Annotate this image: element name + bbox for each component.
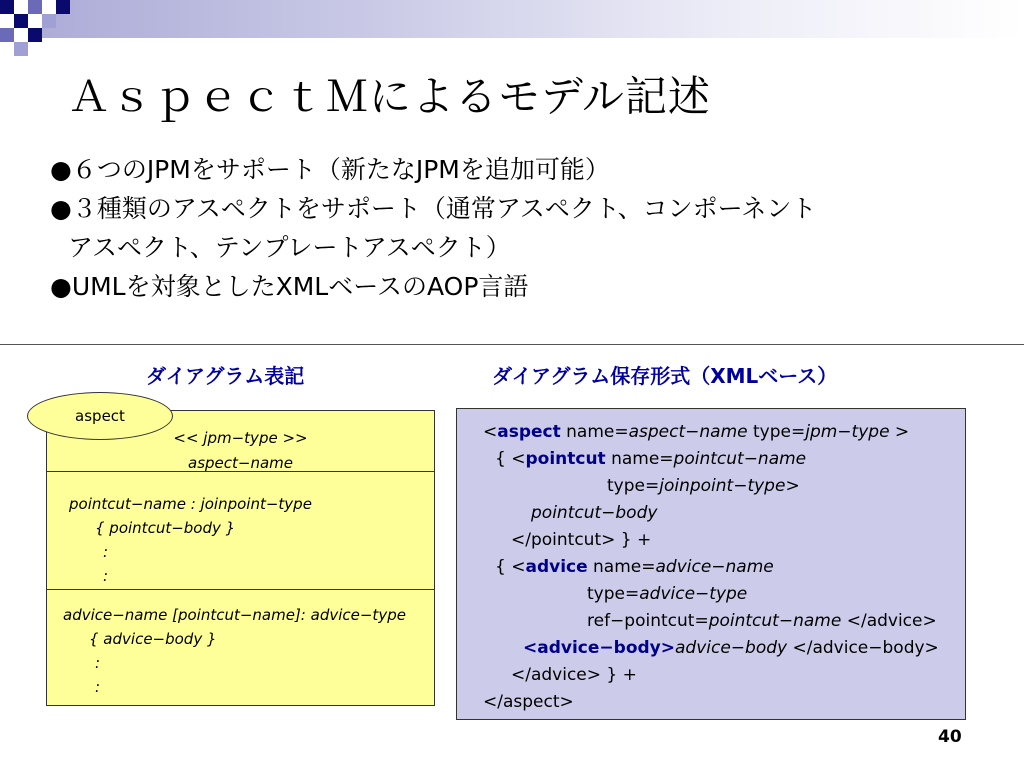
decorative-square [14,28,28,42]
decorative-square [14,14,28,28]
xml-line: <advice−body>advice−body </advice−body> [523,638,939,658]
decorative-square [56,0,70,14]
decorative-square [0,0,14,14]
pointcut-body: { pointcut−body } [95,519,236,537]
decorative-square [0,14,14,28]
xml-line: type=advice−type [587,584,748,604]
aspect-ellipse-label [27,392,173,440]
pointcut-section [47,471,434,472]
aspect-ellipse-text: aspect [75,407,125,425]
bullet-list [50,150,816,306]
advice-body: { advice−body } [89,630,217,648]
decorative-square [14,0,28,14]
ellipsis: : [103,543,109,561]
bullet-item: ●６つのJPMをサポート（新たなJPMを追加可能） [50,155,610,184]
slide-title: ＡｓｐｅｃｔＭによるモデル記述 [68,72,711,121]
pointcut-signature: pointcut−name : joinpoint−type [69,495,312,513]
xml-line: { <advice name=advice−name [495,557,774,577]
ellipsis: : [95,678,101,696]
xml-line: type=joinpoint−type> [607,476,800,496]
page-number: 40 [938,727,962,747]
decorative-square [28,28,42,42]
stereotype-label: << jpm−type >> [173,429,308,447]
ellipsis: : [103,567,109,585]
aspect-name-label: aspect−name [188,454,293,472]
ellipsis: : [95,654,101,672]
header-gradient-bar [0,0,1024,38]
decorative-square [42,0,56,14]
xml-format-box [456,408,966,720]
xml-line: </advice> } + [511,665,637,685]
bullet-item: ●UMLを対象としたXMLベースのAOP言語 [50,272,529,301]
xml-line: pointcut−body [531,503,658,523]
xml-line: </pointcut> } + [511,530,652,550]
decorative-square [42,14,56,28]
bullet-item-continuation: アスペクト、テンプレートアスペクト） [68,233,511,262]
xml-line: ref−pointcut=pointcut−name </advice> [587,611,937,631]
diagram-notation-heading: ダイアグラム表記 [146,364,305,388]
storage-format-heading: ダイアグラム保存形式（XMLベース） [492,364,838,388]
aspect-diagram-box [46,410,435,706]
bullet-item: ●３種類のアスペクトをサポート（通常アスペクト、コンポーネント [50,194,817,223]
advice-section [47,589,434,590]
xml-line: <aspect name=aspect−name type=jpm−type > [483,422,910,442]
xml-line: { <pointcut name=pointcut−name [495,449,807,469]
xml-line: </aspect> [483,692,574,712]
decorative-square [14,42,28,56]
decorative-square [28,0,42,14]
decorative-square [28,14,42,28]
section-divider [0,344,1024,345]
advice-signature: advice−name [pointcut−name]: advice−type [63,606,406,624]
decorative-square [0,28,14,42]
